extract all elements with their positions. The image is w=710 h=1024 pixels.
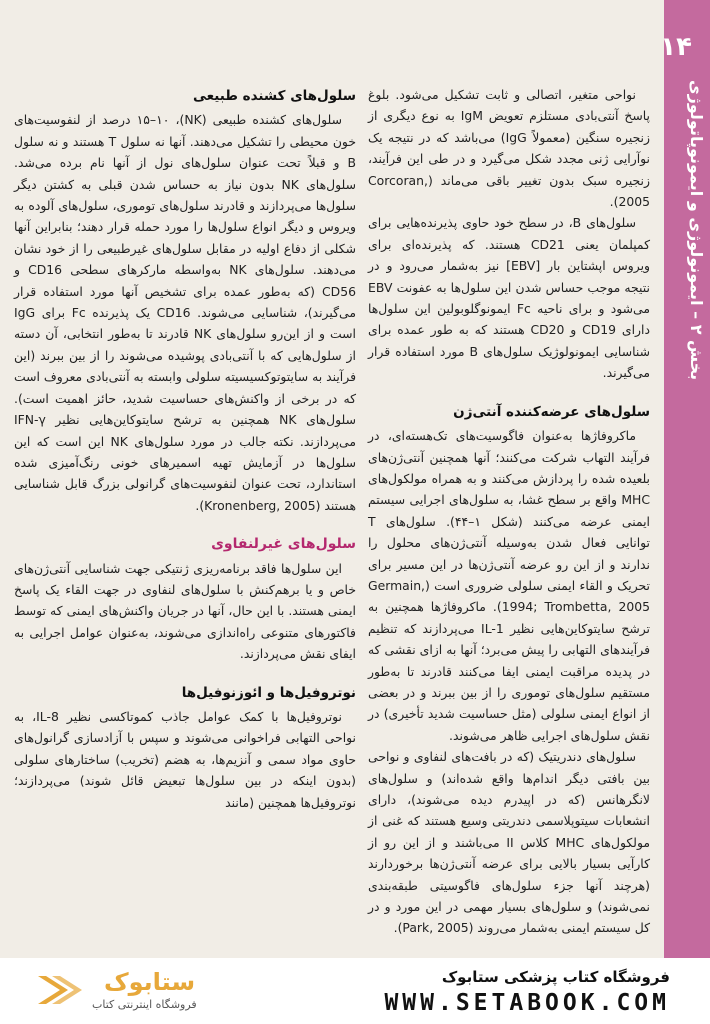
paragraph: سلول‌های دندریتیک (که در بافت‌های لنفاوی و نواحی بین بافتی دیگر اندام‌ها واقع شده‌اند) و سلول‌های لانگرهانس (که در اپیدرم دیده می‌شوند)، دارای انشعابات سیتوپلاسمی دندریتی وسیع هستند که غنی از مولکول‌های MHC کلاس II می‌باشند و از این رو از کارآیی بسیار بالایی برای عرضه آنتی‌ژن‌ها برخوردارند (هرچند آنها جزء سلول‌های فاگوسیتی طبقه‌بندی نمی‌شوند) و سلول‌های بسیار مهمی در این مورد و در کل سیستم ایمنی به‌شمار می‌روند (Park, 2005). [368,749,651,936]
paragraph: نوتروفیل‌ها با کمک عوامل جاذب کموتاکسی نظیر IL-8، به نواحی التهابی فراخوانی می‌شوند و سپس با آزادسازی گرانول‌های حاوی مواد سمی و آنزیم‌ها، به هضم (تخریب) ساختارهای سلولی (بدون اینکه در بین سلول‌ها تبعیض قائل شوند) می‌پردازند؛ نوتروفیل‌ها همچنین (مانند [14,708,356,810]
logo-wordmark: ستابوک [104,968,196,996]
shop-logo[interactable] [30,964,260,1018]
paragraph: نواحی متغیر، اتصالی و ثابت تشکیل می‌شود. بلوغ پاسخ آنتی‌بادی مستلزم تعویض IgM به نوع دیگری از زنجیره سنگین (معمولاً IgG) می‌باشد که در نتیجه یک نوآرایی ژنی مجدد شکل می‌گیرد و در طی این فرآیند، زنجیره سبک بدون تغییر باقی می‌ماند (Corcoran, 2005). [368,87,650,210]
footer-banner [0,958,710,1024]
paragraph: سلول‌های B، در سطح خود حاوی پذیرنده‌هایی برای کمپلمان یعنی CD21 هستند. که پذیرنده‌ای برای ویروس اپشتاین بار [EBV] نیز به‌شمار می‌رود و در نتیجه موجب حساس شدن این سلول‌ها به عفونت EBV می‌شود و برای ناحیه Fc ایمونوگلوبولین این سلول‌ها دارای CD19 و CD20 هستند که به طور عمده برای شناسایی ایمونولوژیک سلول‌های B مورد استفاده قرار می‌گیرند. [368,215,651,381]
section-sidebar [660,0,710,958]
heading-natural-killer-cells: سلول‌های کشنده طبیعی [192,88,356,104]
logo-subtitle: فروشگاه اینترنتی کتاب [92,998,197,1011]
heading-antigen-presenting-cells: سلول‌های عرضه‌کننده آنتی‌ژن [453,403,650,420]
shop-url[interactable]: WWW.SETABOOK.COM [384,990,670,1016]
left-column [14,86,356,813]
heading-neutrophils-eosinophils: نوتروفیل‌ها و ائوزنوفیل‌ها [181,684,356,701]
shop-name: فروشگاه کتاب پزشکی ستابوک [441,968,670,986]
right-column [368,84,650,939]
section-title: بخش ۲ – ایمونولوژی و ایمونوپاتولوژی [687,80,706,381]
paragraph: سلول‌های کشنده طبیعی (NK)، ۱۵–۱۰ درصد از لنفوسیت‌های خون محیطی را تشکیل می‌دهند. آنها نه سلول T هستند و نه سلول B و قبلاً تحت عنوان سلول‌های نول از آنها نام برده می‌شد. سلول‌های NK بدون نیاز به حساس شدن قبلی به کشتن دیگر سلول‌ها می‌پردازند و قادرند سلول‌های توموری، سلول‌های آلوده به ویروس و دیگر انواع سلول‌ها را مورد حمله قرار دهند؛ بنابراین آنها شکلی از دفاع اولیه در مقابل سلول‌های غیرطبیعی را از خود نشان می‌دهند. سلول‌های NK به‌واسطه مارکرهای سطحی CD16 و CD56 (که به‌طور عمده برای تشخیص آنها مورد استفاده قرار می‌گیرند)، شناسایی می‌شوند. CD16 یک پذیرنده Fc برای IgG است و از این‌رو سلول‌های NK قادرند تا به‌طور انتخابی، آن دسته از سلول‌هایی که با آنتی‌بادی پوشیده می‌شوند را از بین ببرند (این فرآیند به سایتوتوکسیسیته سلولی وابسته به آنتی‌بادی معروف است که در برخی از واکنش‌های حساسیت شدید، حائز اهمیت است). سلول‌های NK همچنین به ترشح سایتوکاین‌هایی نظیر IFN-γ می‌پردازند. نکته جالب در مورد سلول‌های NK این است که این سلول‌ها در آزمایش تهیه اسمیرهای خونی رنگ‌آمیزی شده استاندارد، تحت عنوان لنفوسیت‌های گرانولی بزرگ قابل شناسایی هستند (Kronenberg, 2005). [13,112,356,513]
page-number: ۱۴ [660,32,692,62]
paragraph: ماکروفاژها به‌عنوان فاگوسیت‌های تک‌هسته‌ای، در فرآیند التهاب شرکت می‌کنند؛ آنها همچنین آنتی‌ژن‌های بلعیده شده را پردازش می‌کنند و به همراه مولکول‌های MHC واقع بر سطح غشا، به سلول‌های اجرایی سیستم ایمنی عرضه می‌کنند (شکل ۱–۴۴). سلول‌های T توانایی فعال شدن به‌وسیله آنتی‌ژن‌های محلول را ندارند و از این رو عرضه آنتی‌ژن‌ها در این مسیر برای تحریک و القاء ایمنی سلولی ضروری است (Germain, 1994; Trombetta, 2005). ماکروفاژها همچنین به ترشح سایتوکاین‌هایی نظیر IL-1 می‌پردازند که تنظیم فرآیندهای التهابی را پیش می‌برد؛ آنها به ازای نقشی که در پدیده مراقبت ایمنی ایفا می‌کنند قادرند تا به‌طور مستقیم سلول‌های توموری را از بین ببرند و در بعضی از انواع ایمنی سلولی (مثل حساسیت شدید تأخیری) در نقش سلول‌های اجرایی ظاهر می‌شوند. [368,428,651,743]
book-chevron-icon [36,970,86,1010]
paragraph: این سلول‌ها فاقد برنامه‌ریزی ژنتیکی جهت شناسایی آنتی‌ژن‌های خاص و یا برهم‌کنش با سلول‌های لنفاوی در جهت القاء یک پاسخ ایمنی هستند. با این حال، آنها در جریان واکنش‌های ایمنی که توسط فاکتورهای متنوعی راه‌اندازی می‌شوند، به‌عنوان عوامل اجرایی به ایفای نقش می‌پردازند. [14,560,356,662]
heading-non-lymphoid-cells: سلول‌های غیرلنفاوی [211,536,356,553]
